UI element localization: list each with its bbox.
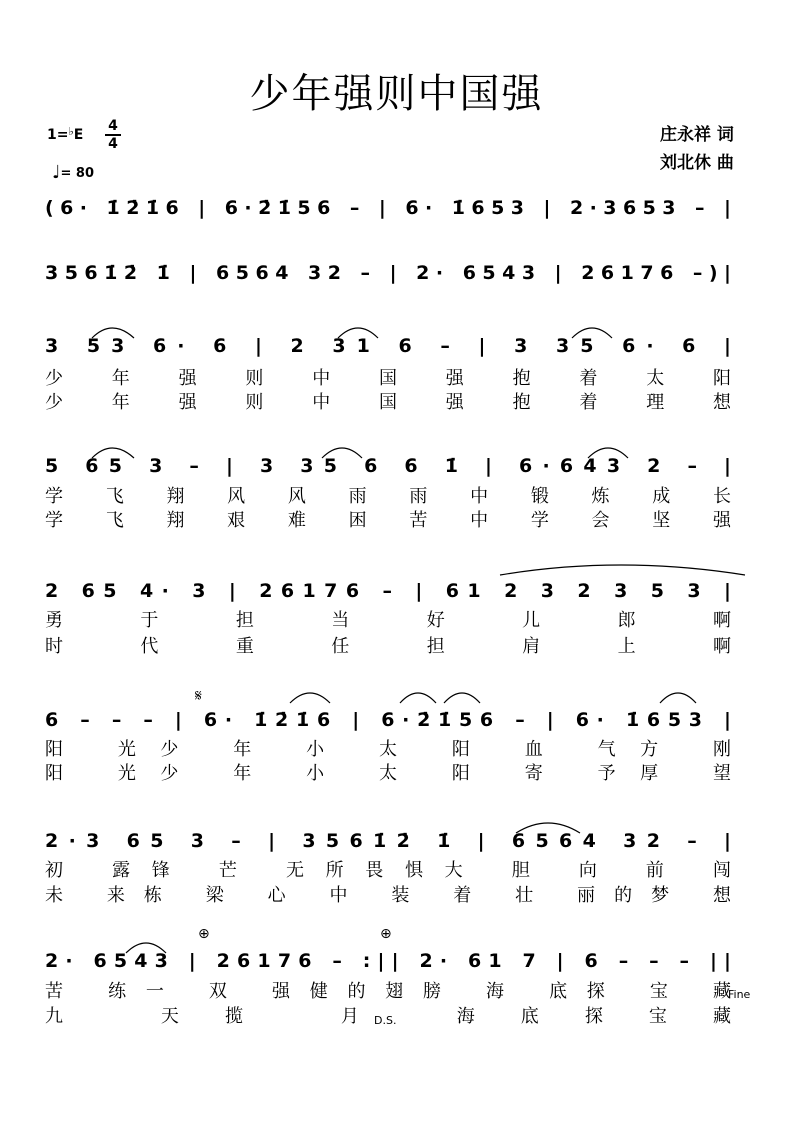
lyricist-credit: 庄永祥 词 bbox=[660, 125, 734, 145]
score-row-notes: 2·3 65 3 – | 3561̇2̇ 1̇ | 6564 32 – | bbox=[45, 830, 731, 852]
lyrics-verse-1: 学 飞 翔 风 风 雨 雨 中 锻 炼 成 长 bbox=[45, 486, 732, 507]
score-row-6 bbox=[45, 709, 731, 784]
coda-icon-2: ⊕ bbox=[380, 926, 392, 942]
page-title: 少年强则中国强 bbox=[249, 71, 544, 117]
lyrics-verse-1: 苦 练一 双 强健的翅膀 海 底探 宝 藏 bbox=[45, 981, 731, 1002]
composer-credit: 刘北休 曲 bbox=[660, 153, 734, 173]
score-row-notes: 2· 6543 | 26176 – :|| 2· 61 7 | 6 – – – || bbox=[45, 950, 731, 972]
fine-mark: Fine bbox=[728, 988, 751, 1001]
slur bbox=[500, 565, 745, 575]
score-row-notes: 2 65 4· 3 | 26176 – | 61 2 3 2 3 5 3 | bbox=[45, 580, 731, 602]
score-row-notes: 3 53 6· 6 | 2 31 6 – | 3 35 6· 6 | bbox=[45, 335, 732, 357]
lyrics-verse-2: 未 来栋 梁 心 中 装 着 壮 丽的梦 想 bbox=[45, 885, 731, 906]
score-row-8 bbox=[45, 950, 731, 1027]
lyrics-verse-2: 学 飞 翔 艰 难 困 苦 中 学 会 坚 强 bbox=[45, 510, 732, 531]
score-row-notes: (6· 1̇2̇1̇6 | 6·2̇1̇56 – | 6· 1̇653 | 2·3653 – | bbox=[45, 197, 732, 219]
score-row-3 bbox=[45, 335, 732, 413]
lyrics-verse-2: 少 年 强 则 中 国 强 抱 着 理 想 bbox=[45, 392, 731, 413]
lyrics-verse-2: 时 代 重 任 担 肩 上 啊 bbox=[45, 636, 732, 657]
slur bbox=[290, 693, 330, 703]
ds-mark: D.S. bbox=[374, 1014, 397, 1027]
score-row-5 bbox=[45, 580, 731, 657]
score-row-1 bbox=[45, 197, 731, 219]
lyrics-verse-1: 少 年 强 则 中 国 强 抱 着 太 阳 bbox=[45, 368, 731, 389]
score-row-notes: 6 – – – | 6· 1̇2̇1̇6 | 6·2̇1̇56 – | 6· 1̇653 | bbox=[45, 709, 732, 731]
time-bottom: 4 bbox=[108, 136, 118, 152]
key-note: E bbox=[73, 127, 84, 143]
segno-icon: 𝄋 bbox=[195, 686, 202, 705]
time-top: 4 bbox=[108, 118, 118, 134]
flat-icon: ♭ bbox=[68, 125, 74, 138]
score-row-notes: 5 65 3 – | 3 35 6 6 1̇ | 6·643 2 – | bbox=[45, 455, 732, 477]
coda-icon: ⊕ bbox=[198, 926, 210, 942]
lyrics-verse-1: 初 露锋 芒 无所畏惧大 胆 向 前 闯 bbox=[45, 860, 731, 881]
lyrics-verse-1: 勇 于 担 当 好 儿 郎 啊 bbox=[45, 610, 732, 631]
score-row-4 bbox=[45, 455, 732, 531]
key-label: 1= bbox=[47, 127, 69, 143]
lyrics-verse-2: 九 天揽 月 海底探宝藏 bbox=[45, 1006, 731, 1027]
score-row-notes: 3561̇2̇ 1̇ | 6564 32 – | 2· 6543 | 26176 –)| bbox=[45, 262, 731, 284]
slur bbox=[444, 693, 480, 703]
lyrics-verse-1: 阳 光少 年 小 太 阳 血 气方 刚 bbox=[45, 739, 731, 760]
lyrics-verse-2: 阳 光少 年 小 太 阳 寄 予厚 望 bbox=[45, 763, 731, 784]
slur bbox=[400, 693, 436, 703]
score-row-7 bbox=[45, 830, 732, 906]
slur bbox=[660, 693, 696, 703]
score-row-2 bbox=[45, 262, 731, 284]
tempo-value: = 80 bbox=[60, 166, 95, 181]
quarter-note-icon: ♩ bbox=[52, 162, 61, 183]
